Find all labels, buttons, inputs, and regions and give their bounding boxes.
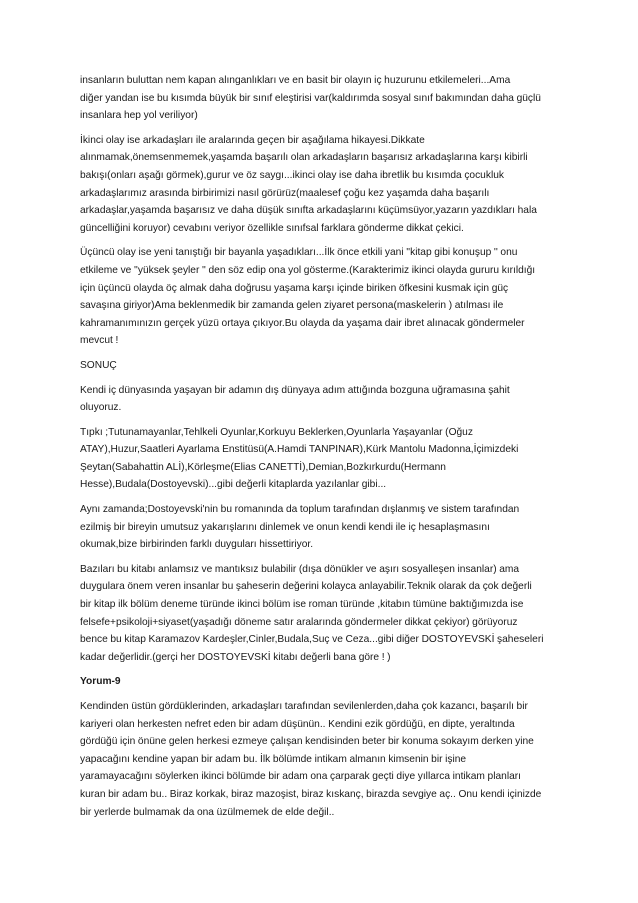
document-body: [80, 72, 578, 828]
sonuc-heading: SONUÇ: [80, 359, 117, 371]
sonuc-paragraph-2: Tıpkı ;Tutunamayanlar,Tehlkeli Oyunlar,Korkuyu Beklerken,Oyunlarla Yaşayanlar (Oğuz ATAY),Huzur,Saatleri Ayarlama Enstitüsü(A.Hamdi TANPINAR),Kürk Mantolu Madonna,İçimizdeki Şeytan(Sabahattin ALİ),Körleşme(Elias CANETTİ),Demian,Bozkırkurdu(Hermann Hesse),Budala(Dostoyevski)...gibi değerli kitaplarda yazılanlar gibi...: [80, 426, 519, 491]
sonuc-paragraph-1: Kendi iç dünyasında yaşayan bir adamın dış dünyaya adım attığında bozguna uğramasına şahit oluyoruz.: [80, 384, 510, 414]
paragraph-1: insanların buluttan nem kapan alınganlıkları ve en basit bir olayın iç huzurunu etkilemeleri...Ama diğer yandan ise bu kısımda büyük bir sınıf eleştirisi var(kaldırımda sosyal sınıf bakımından daha güçlü insanlara hep yol veriliyor): [80, 75, 541, 122]
sonuc-paragraph-4: Bazıları bu kitabı anlamsız ve mantıksız bulabilir (dışa dönükler ve aşırı sosyalleşen insanlar) ama duygulara önem veren insanlar bu şaheserin değerini kolayca anlayabilir.Teknik olarak da çok değerli bir kitap ilk bölüm deneme türünde ikinci bölüm ise roman türünde ,kitabın tümüne baktığımızda ise felsefe+psikoloji+siyaset(yaşadığı döneme satır aralarında göndermeler dikkat çekiyor) görüyoruz bence bu kitap Karamazov Kardeşler,Cinler,Budala,Suç ve Ceza...gibi diğer DOSTOYEVSKİ şaheseleri kadar değerlidir.(gerçi her DOSTOYEVSKİ kitabı değerli bana göre ! ): [80, 563, 544, 663]
sonuc-paragraph-3: Aynı zamanda;Dostoyevski'nin bu romanında da toplum tarafından dışlanmış ve sistem tarafından ezilmiş bir bireyin umutsuz yakarışlarını dinlemek ve onun kendi kendi ile iç hesaplaşmasını okumak,bize birbirinden farklı duyguları hissettiriyor.: [80, 504, 520, 551]
yorum-paragraph-1: Kendinden üstün gördüklerinden, arkadaşları tarafından sevilenlerden,daha çok kazancı, başarılı bir kariyeri olan herkesten nefret eden bir adam düşünün.. Kendini ezik gördüğü, en dipte, yeraltında gördüğü için önüne gelen herkesi ezmeye çalışan kendisinden beter bir konuma sokayım derken yine yapacağını kendine yapan bir adam bu. İlk bölümde intikam almanın kimsenin bir işine yaramayacağını söylerken ikinci bölümde bir adam ona çarparak geçti diye yıllarca intikam planları kuran bir adam bu.. Biraz korkak, biraz mazoşist, biraz kıskanç, birazda sevgiye aç.. Onu kendi içinizde bir yerlerde bulmamak da ona üzülmemek de elde değil..: [80, 701, 542, 818]
paragraph-3: Üçüncü olay ise yeni tanıştığı bir bayanla yaşadıkları...İlk önce etkili yani ''kitap gibi konuşup '' onu etkileme ve ''yüksek şeyler '' den söz edip ona yol gösterme.(Karakterimiz ikinci olayda gururu kırıldığı için üçüncü olayda öç almak daha doğrusu yaşama karşı içinde biriken öfkesini kusmak için güç savaşına giriyor)Ama beklenmedik bir zamanda gelen ziyaret persona(maskelerin ) atılması ile kahramanımınızın gerçek yüzü ortaya çıkıyor.Bu olayda da yaşama dair ibret alınacak göndermeler mevcut !: [80, 247, 536, 347]
paragraph-2: İkinci olay ise arkadaşları ile aralarında geçen bir aşağılama hikayesi.Dikkate alınmamak,önemsenmemek,yaşamda başarılı olan arkadaşların başarısız arkadaşlarına karşı kibirli bakışı(onları aşağı görmek),gurur ve öz saygı...ikinci olay ise daha ibretlik bu kısımda çocukluk arkadaşlarımız arasında birbirimizi nasıl görürüz(maalesef çoğu kez yaşamda daha başarılı arkadaşlar,yaşamda başarısız ve daha düşük sınıfta arkadaşlarını küçümsüyor,yazarın yazdıkları hala güncelliğini koruyor) cevabını veriyor özellikle sınıfsal farklara gönderme dikkat çekici.: [80, 134, 537, 234]
yorum-heading: Yorum-9: [80, 676, 121, 688]
